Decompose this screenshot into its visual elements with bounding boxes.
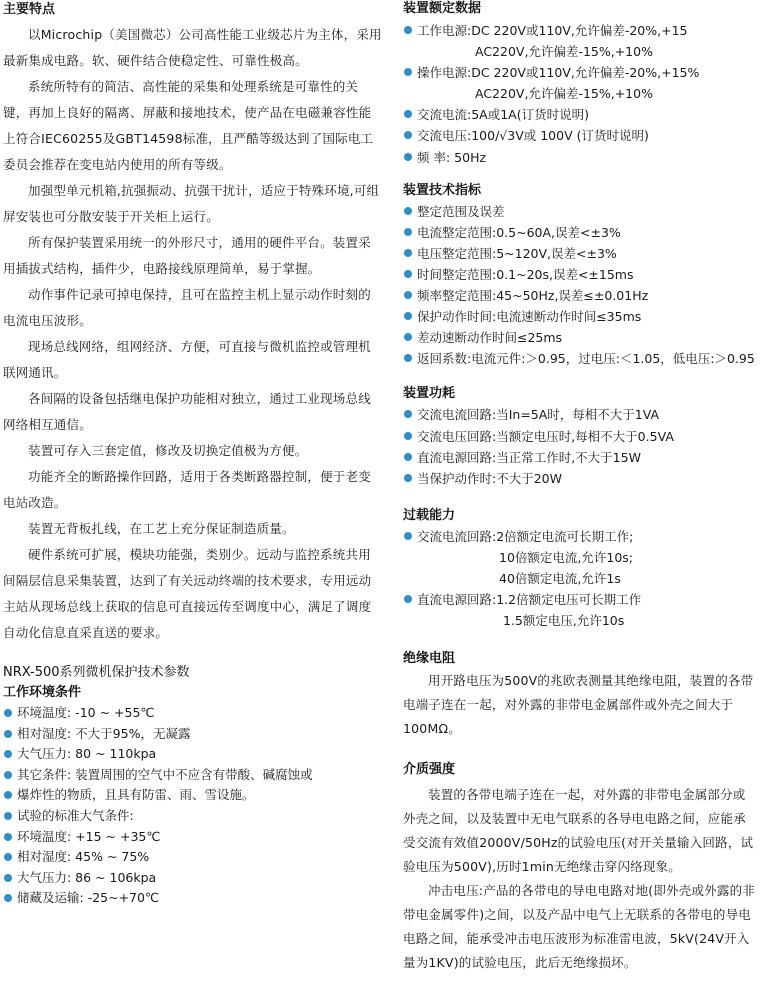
- power-consumption-list: [403, 404, 758, 488]
- list-item: [3, 703, 383, 724]
- section-title-dielectric: 介质强度: [403, 762, 456, 778]
- list-item: [403, 447, 758, 468]
- bullet-icon: [4, 874, 12, 882]
- work-env-list: [3, 703, 383, 909]
- list-item: [3, 785, 383, 806]
- bullet-icon: [4, 730, 12, 738]
- bullet-icon: [404, 270, 412, 278]
- list-item-text: 爆炸性的物质，且具有防雷、雨、雪设施。: [17, 787, 255, 803]
- list-item: [3, 765, 383, 786]
- bullet-icon: [404, 432, 412, 440]
- bullet-icon: [404, 68, 412, 76]
- list-item-text: 保护动作时间:电流速断动作时间≤35ms: [417, 309, 642, 325]
- list-item: [403, 41, 758, 62]
- list-item-text: 交流电流回路:当In=5A时，每相不大于1VA: [417, 407, 660, 423]
- list-item: [403, 547, 758, 568]
- list-item: [3, 888, 383, 909]
- list-item-text: 差动速断动作时间≤25ms: [417, 330, 563, 346]
- left-column: [3, 0, 383, 909]
- list-item-text: 交流电流回路:2倍额定电流可长期工作;: [417, 528, 634, 544]
- list-item: [403, 306, 758, 327]
- bullet-icon: [404, 312, 412, 320]
- bullet-icon: [404, 453, 412, 461]
- list-item-text: 大气压力: 80 ~ 110kpa: [17, 746, 157, 762]
- list-item-text: 交流电压回路:当额定电压时,每相不大于0.5VA: [417, 428, 674, 444]
- section-title-power: 装置功耗: [403, 386, 456, 402]
- dielectric-text: [403, 783, 758, 975]
- rated-data-list: [403, 20, 758, 168]
- bullet-icon: [4, 771, 12, 779]
- paragraph: 装置无背板扎线，在工艺上充分保证制造质量。: [28, 521, 295, 536]
- paragraph: 系统所特有的简洁、高性能的采集和处理系统是可靠性的关键，再加上良好的隔离、屏蔽和接地技术，使产品在电磁兼容性能上符合IEC60255及GBT14598标准，且严酷等级达到了国际电工委员会推荐在变电站内使用的所有等级。: [3, 79, 374, 172]
- paragraph: 加强型单元机箱,抗强振动、抗强干扰计，适应于特殊环境,可组屏安装也可分散安装于开关柜上运行。: [3, 183, 380, 224]
- list-item: [403, 285, 758, 306]
- list-item: [403, 568, 758, 589]
- list-item: [3, 806, 383, 827]
- list-item-text: 返回系数:电流元件:＞0.95，过电压:＜1.05，低电压:＞0.95: [417, 351, 755, 367]
- list-item: [403, 348, 758, 369]
- list-item: [403, 147, 758, 168]
- list-item-text: 时间整定范围:0.1~20s,误差<±15ms: [417, 266, 634, 282]
- list-item-text: 整定范围及误差: [417, 203, 505, 219]
- section-title-overload: 过载能力: [403, 507, 456, 523]
- list-item: [403, 125, 758, 146]
- bullet-icon: [404, 595, 412, 603]
- list-item: [403, 222, 758, 243]
- paragraph: 装置的各带电端子连在一起，对外露的非带电金属部分或外壳之间，以及装置中无电气联系的各导电电路之间，应能承受交流有效值2000V/50Hz的试验电压(对开关量输入回路，试验电压为500V),历时1min无绝缘击穿闪络现象。: [403, 787, 754, 875]
- list-item-text: 其它条件: 装置周围的空气中不应含有带酸、碱腐蚀或: [17, 766, 313, 782]
- bullet-icon: [4, 853, 12, 861]
- paragraph: 所有保护装置采用统一的外形尺寸，通用的硬件平台。装置采用插拔式结构，插件少，电路接线原理简单，易于掌握。: [3, 235, 371, 276]
- paragraph: 功能齐全的断路操作回路，适用于各类断路器控制，便于老变电站改造。: [3, 469, 371, 510]
- list-item-text: 工作电源:DC 220V或110V,允许偏差-20%,+15: [417, 23, 688, 38]
- list-item-text: 储藏及运输: -25~+70℃: [17, 890, 159, 906]
- list-item-text: 直流电源回路:当正常工作时,不大于15W: [417, 449, 641, 465]
- main-features-text: [3, 22, 383, 646]
- bullet-icon: [404, 207, 412, 215]
- list-item-text: 相对湿度: 不大于95%，无凝露: [17, 725, 191, 741]
- list-item: [403, 104, 758, 125]
- insulation-text: [403, 669, 758, 741]
- list-item-text: 操作电源:DC 220V或110V,允许偏差-20%,+15%: [417, 65, 700, 81]
- list-item: [403, 243, 758, 264]
- bullet-icon: [404, 228, 412, 236]
- paragraph: 现场总线网络，组网经济、方便，可直接与微机监控或管理机联网通讯。: [3, 339, 371, 380]
- list-item: [403, 404, 758, 425]
- bullet-icon: [4, 833, 12, 841]
- list-item-text: 试验的标准大气条件:: [17, 807, 134, 823]
- bullet-icon: [404, 291, 412, 299]
- bullet-icon: [404, 410, 412, 418]
- section-title-insulation: 绝缘电阻: [403, 651, 456, 667]
- list-item-text: 40倍额定电流,允许1s: [499, 570, 621, 586]
- section-title-rated: 装置额定数据: [403, 1, 482, 16]
- paragraph: 以Microchip（美国微芯）公司高性能工业级芯片为主体，采用最新集成电路。软、硬件结合使稳定性、可靠性极高。: [3, 27, 382, 68]
- bullet-icon: [404, 532, 412, 540]
- bullet-icon: [404, 131, 412, 139]
- bullet-icon: [4, 812, 12, 820]
- bullet-icon: [4, 894, 12, 902]
- list-item-text: AC220V,允许偏差-15%,+10%: [475, 86, 653, 102]
- list-item: [403, 327, 758, 348]
- bullet-icon: [404, 354, 412, 362]
- list-item: [403, 610, 758, 631]
- list-item-text: 电流整定范围:0.5~60A,误差<±3%: [417, 224, 621, 240]
- paragraph: 硬件系统可扩展，模块功能强，类别少。远动与监控系统共用间隔层信息采集装置，达到了有关远动终端的技术要求，专用远动主站从现场总线上获取的信息可直接远传至调度中心，满足了调度自动化信息直采直送的要求。: [3, 547, 372, 640]
- list-item-text: 大气压力: 86 ~ 106kpa: [17, 869, 157, 885]
- list-item-text: AC220V,允许偏差-15%,+10%: [475, 44, 653, 60]
- bullet-icon: [404, 153, 412, 161]
- bullet-icon: [4, 750, 12, 758]
- list-item: [403, 426, 758, 447]
- bullet-icon: [4, 791, 12, 799]
- list-item-text: 相对湿度: 45% ~ 75%: [17, 849, 150, 865]
- paragraph: 动作事件记录可掉电保持，且可在监控主机上显示动作时刻的电流电压波形。: [3, 287, 371, 328]
- list-item: [403, 83, 758, 104]
- list-item: [3, 827, 383, 848]
- list-item-text: 交流电压:100/√3V或 100V (订货时说明): [417, 128, 649, 144]
- list-item: [3, 744, 383, 765]
- bullet-icon: [4, 709, 12, 717]
- list-item-text: 频率整定范围:45~50Hz,误差≤±0.01Hz: [417, 288, 649, 304]
- list-item-text: 环境温度: -10 ~ +55℃: [17, 705, 155, 720]
- list-item: [403, 20, 758, 41]
- list-item-text: 交流电流:5A或1A(订货时说明): [417, 107, 589, 123]
- list-item-text: 10倍额定电流,允许10s;: [499, 549, 634, 565]
- list-item: [403, 62, 758, 83]
- section-title-work-env: 工作环境条件: [3, 685, 82, 700]
- list-item: [3, 868, 383, 889]
- list-item: [403, 526, 758, 547]
- list-item-text: 环境温度: +15 ~ +35℃: [17, 828, 161, 844]
- list-item-text: 1.5额定电压,允许10s: [503, 613, 625, 629]
- right-column: [403, 0, 758, 975]
- list-item: [403, 589, 758, 610]
- paragraph: 装置可存入三套定值，修改及切换定值极为方便。: [28, 443, 308, 458]
- bullet-icon: [404, 249, 412, 257]
- bullet-icon: [404, 333, 412, 341]
- bullet-icon: [404, 26, 412, 34]
- params-title: NRX-500系列微机保护技术参数: [3, 665, 190, 680]
- list-item-text: 直流电源回路:1.2倍额定电压可长期工作: [417, 592, 642, 608]
- overload-list: [403, 526, 758, 631]
- list-item-text: 电压整定范围:5~120V,误差<±3%: [417, 245, 617, 261]
- list-item: [403, 264, 758, 285]
- paragraph: 各间隔的设备包括继电保护功能相对独立，通过工业现场总线网络相互通信。: [3, 391, 371, 432]
- list-item: [403, 201, 758, 222]
- list-item: [3, 847, 383, 868]
- paragraph: 冲击电压:产品的各带电的导电电路对地(即外壳或外露的非带电金属零件)之间，以及产品中电气上无联系的各带电的导电电路之间，能承受冲击电压波形为标准雷电波，5kV(24V开入量为1KV)的试验电压，此后无绝缘损坏。: [403, 883, 755, 971]
- section-title-tech: 装置技术指标: [403, 182, 482, 198]
- paragraph: 用开路电压为500V的兆欧表测量其绝缘电阻，装置的各带电端子连在一起，对外露的非带电金属部件或外壳之间大于100MΩ。: [403, 673, 754, 737]
- tech-specs-list: [403, 201, 758, 370]
- list-item: [403, 468, 758, 489]
- list-item-text: 当保护动作时:不大于20W: [417, 470, 562, 486]
- list-item: [3, 724, 383, 745]
- list-item-text: 频 率: 50Hz: [417, 149, 487, 165]
- bullet-icon: [404, 110, 412, 118]
- bullet-icon: [404, 474, 412, 482]
- section-title-main-features: 主要特点: [3, 2, 56, 17]
